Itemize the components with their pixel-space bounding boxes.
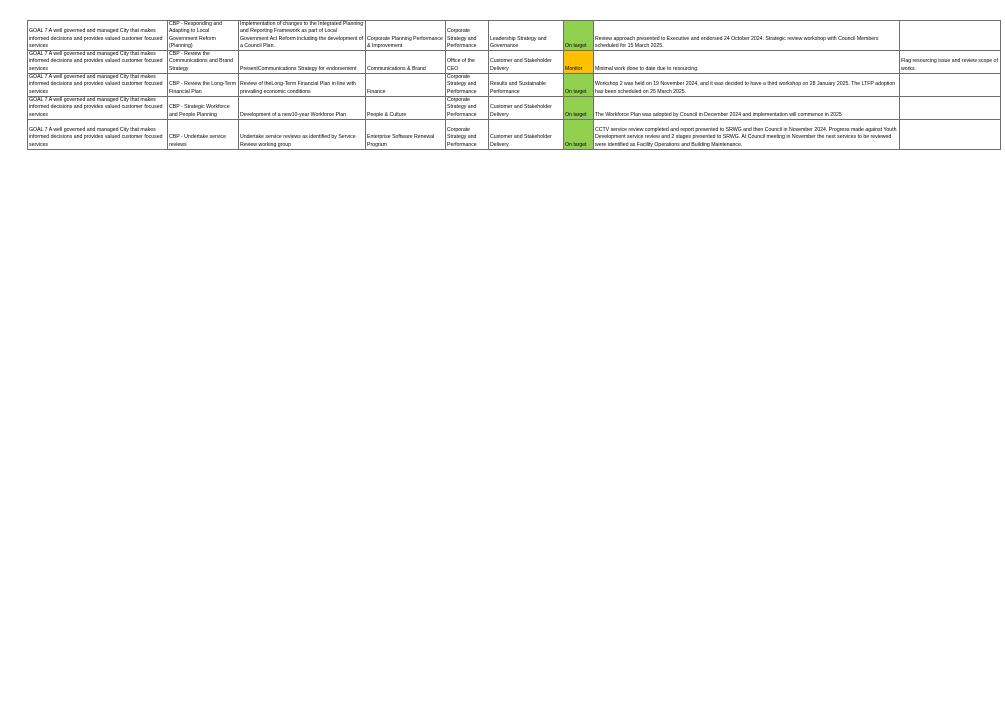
- status-cell: On target: [564, 96, 594, 119]
- business-unit-cell: Corporate Planning Performance & Improvement: [366, 21, 446, 51]
- description-cell: Review of theLong-Term Financial Plan in line with prevailing economic conditions: [239, 74, 366, 97]
- description-cell: Implementation of changes to the Integrated Planning and Reporting Framework as part of Local Government Act Reform including the development of a Council Plan.: [239, 21, 366, 51]
- goal-cell: GOAL 7 A well governed and managed City that makes informed decisions and provides valued customer focused services: [28, 96, 168, 119]
- action-note-cell: [900, 96, 1001, 119]
- action-cell: CBP - Strategic Workforce and People Planning: [168, 96, 239, 119]
- progress-comment-cell: Minimal work done to date due to resourcing.: [594, 51, 900, 74]
- service-area-cell: Leadership Strategy and Governance: [489, 21, 564, 51]
- directorate-cell: Corporate Strategy and Performance: [446, 96, 489, 119]
- goal-cell: GOAL 7 A well governed and managed City that makes informed decisions and provides valued customer focused services: [28, 21, 168, 51]
- progress-comment-cell: Review approach presented to Executive and endorsed 24 October 2024. Strategic review workshop with Council Members scheduled for 15 March 2025.: [594, 21, 900, 51]
- description-cell: Development of a new10-year Workforce Plan: [239, 96, 366, 119]
- action-cell: CBP - Responding and Adapting to Local Government Reform (Planning): [168, 21, 239, 51]
- service-area-cell: Customer and Stakeholder Delivery: [489, 96, 564, 119]
- progress-comment-cell: Workshop 2 was held on 19 November 2024, and it was decided to have a third workshop on 28 January 2025. The LTFP adoption has been scheduled on 25 March 2025.: [594, 74, 900, 97]
- table-row: [28, 96, 1001, 119]
- status-cell: Monitor: [564, 51, 594, 74]
- service-area-cell: Customer and Stakeholder Delivery: [489, 119, 564, 149]
- directorate-cell: Corporate Strategy and Performance: [446, 21, 489, 51]
- action-note-cell: Flag resourcing issue and review scope of works.: [900, 51, 1001, 74]
- action-cell: CBP - Review the Communications and Brand Strategy: [168, 51, 239, 74]
- table-row: [28, 74, 1001, 97]
- table-row: [28, 119, 1001, 149]
- directorate-cell: Corporate Strategy and Performance: [446, 74, 489, 97]
- directorate-cell: Office of the CEO: [446, 51, 489, 74]
- action-note-cell: [900, 74, 1001, 97]
- table-row: [28, 51, 1001, 74]
- table-row: [28, 21, 1001, 51]
- performance-report-table: [27, 20, 1001, 150]
- action-cell: CBP - Review the Long-Term Financial Plan: [168, 74, 239, 97]
- action-cell: CBP - Undertake service reviews: [168, 119, 239, 149]
- description-cell: Undertake service reviews as identified by Service Review working group: [239, 119, 366, 149]
- service-area-cell: Customer and Stakeholder Delivery: [489, 51, 564, 74]
- service-area-cell: Results and Sustainable Performance: [489, 74, 564, 97]
- goal-cell: GOAL 7 A well governed and managed City that makes informed decisions and provides valued customer focused services: [28, 74, 168, 97]
- action-note-cell: [900, 21, 1001, 51]
- action-note-cell: [900, 119, 1001, 149]
- progress-comment-cell: CCTV service review completed and report presented to SRWG and then Council in November 2024. Progress made against Youth Development service review and 2 stages presented to SRWG. At Council meeting in November the next services to be reviewed were identified as Facility Operations and Building Maintenance.: [594, 119, 900, 149]
- status-cell: On target: [564, 119, 594, 149]
- business-unit-cell: People & Culture: [366, 96, 446, 119]
- directorate-cell: Corporate Strategy and Performance: [446, 119, 489, 149]
- business-unit-cell: Communications & Brand: [366, 51, 446, 74]
- goal-cell: GOAL 7 A well governed and managed City that makes informed decisions and provides valued customer focused services: [28, 51, 168, 74]
- status-cell: On target: [564, 74, 594, 97]
- progress-comment-cell: The Workforce Plan was adopted by Council in December 2024 and implementation will commence in 2025: [594, 96, 900, 119]
- business-unit-cell: Enterprise Software Renewal Program: [366, 119, 446, 149]
- status-cell: On target: [564, 21, 594, 51]
- business-unit-cell: Finance: [366, 74, 446, 97]
- description-cell: PresentCommunications Strategy for endorsement: [239, 51, 366, 74]
- goal-cell: GOAL 7 A well governed and managed City that makes informed decisions and provides valued customer focused services: [28, 119, 168, 149]
